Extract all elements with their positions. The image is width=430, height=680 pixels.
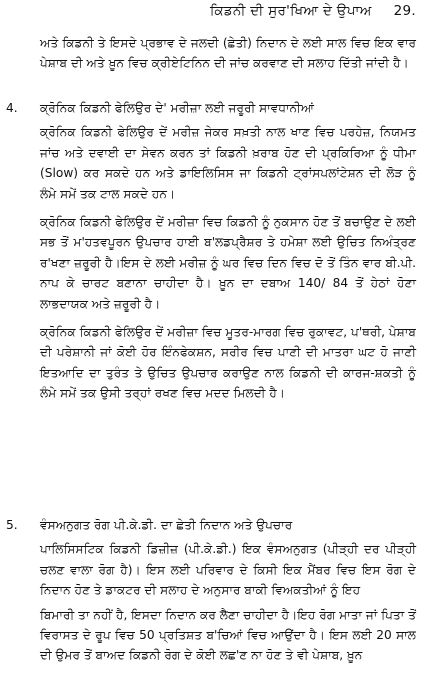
running-header [210, 1, 416, 21]
intro-block [0, 33, 430, 74]
section-4-heading [0, 98, 430, 118]
section-5 [0, 515, 430, 666]
section-4-paragraph-2: ਕ੍ਰੋਨਿਕ ਕਿਡਨੀ ਫੇਲਿਉਰ ਦੇਂ ਮਰੀਜ਼ਾ ਵਿਚ ਕਿਡਨੀ ਨੂੰ ਨੁਕਸਾਨ ਹੋਣ ਤੋਂ ਬਚਾਉਣ ਦੇ ਲਈ ਸਭ ਤੋਂ ਮ'ਹਤਵਪੂਰਨ ਉਪਚਾਰ ਹਾਈ ਬ'ਲਡਪ੍ਰੈਸ਼ਰ ਤੇ ਹਮੇਸ਼ਾ ਲਈ ਉਚਿਤ ਨਿਅੰਤ੍ਰਣ ਰ'ਖਣਾ ਜ਼ਰੂਰੀ ਹੈ।ਇਸ ਦੇ ਲਈ ਮਰੀਜ਼ ਨੂੰ ਘਰ ਵਿਚ ਦਿਨ ਵਿਚ ਦੋ ਤੋਂ ਤਿੰਨ ਵਾਰ ਬੀ.ਪੀ. ਨਾਪ ਕੇ ਚਾਰਟ ਬਣਾਨਾ ਚਾਹੀਦਾ ਹੈ। ਖ਼ੂਨ ਦਾ ਦਬਾਅ 140/ 84 ਤੋਂ ਹੇਠਾਂ ਹੋਣਾ ਲਾਭਦਾਯਕ ਅਤੇ ਜ਼ਰੂਰੀ ਹੈ। [40, 215, 416, 311]
section-4-paragraph-1: ਕ੍ਰੋਨਿਕ ਕਿਡਨੀ ਫੇਲਿਉਰ ਦੇਂ ਮਰੀਜ਼ ਜੇਕਰ ਸਖ਼ਤੀ ਨਾਲ ਖਾਣ ਵਿਚ ਪਰਹੇਜ਼, ਨਿਯਮਤ ਜਾਂਚ ਅਤੇ ਦਵਾਈ ਦਾ ਸੇਵਨ ਕਰਨ ਤਾਂ ਕਿਡਨੀ ਖ਼ਰਾਬ ਹੋਣ ਦੀ ਪ੍ਰਕਿਰਿਆ ਨੂੰ ਧੀਮਾ (Slow) ਕਰ ਸਕਦੇ ਹਨ ਅਤੇ ਡਾਇਲਿਸਿਸ ਜਾ ਕਿਡਨੀ ਟ੍ਰਾਂਸਪਲਾਂਟੇਸ਼ਨ ਦੀ ਲੋੜ ਨੂੰ ਲੰਮੇ ਸਮੇਂ ਤਕ ਟਾਲ ਸਕਦੇ ਹਨ। [40, 125, 416, 201]
section-4-heading-text: ਕ੍ਰੋਨਿਕ ਕਿਡਨੀ ਫੇਲਿਉਰ ਦੇ' ਮਰੀਜ਼ਾ ਲਈ ਜਰੂਰੀ ਸਾਵਧਾਨੀਆਂ [40, 101, 315, 115]
section-5-number: 5. [6, 518, 18, 532]
section-5-paragraph-2: ਬਿਮਾਰੀ ਤਾ ਨਹੀਂ ਹੈ, ਇਸਦਾ ਨਿਦਾਨ ਕਰ ਲੈਣਾ ਚਾਹੀਦਾ ਹੈ।ਇਹ ਰੋਗ ਮਾਤਾ ਜਾਂ ਪਿਤਾ ਤੋਂ ਵਿਰਾਸਤ ਦੇ ਰੂਪ ਵਿਚ 50 ਪ੍ਰਤਿਸ਼ਤ ਬ'ਚਿਆਂ ਵਿਚ ਆਉਂਦਾ ਹੈ। ਇਸ ਲਈ 20 ਸਾਲ ਦੀ ਉਮਰ ਤੋਂ ਬਾਅਦ ਕਿਡਨੀ ਰੋਗ ਦੇ ਕੋਈ ਲਛ'ਣ ਨਾ ਹੋਣ ਤੇ ਵੀ ਪੇਸ਼ਾਬ, ਖ਼ੂਨ [40, 607, 416, 663]
section-4-number: 4. [6, 101, 18, 115]
section-5-paragraph-1: ਪਾਲਿਸਿਸਟਿਕ ਕਿਡਨੀ ਡਿਜ਼ੀਜ਼ (ਪੀ.ਕੇ.ਡੀ.) ਇਕ ਵੰਸਅਨੁਗਤ (ਪੀੜ੍ਹੀ ਦਰ ਪੀੜ੍ਹੀ ਚਲਣ ਵਾਲਾ ਰੋਗ ਹੈ)। ਇਸ ਲਈ ਪਰਿਵਾਰ ਦੇ ਕਿਸੀ ਇਕ ਮੈਂਬਰ ਵਿਚ ਇਸ ਰੋਗ ਦੇ ਨਿਦਾਨ ਹੋਣ ਤੇ ਡਾਕਟਰ ਦੀ ਸਲਾਹ ਦੇ ਅਨੁਸਾਰ ਬਾਕੀ ਵਿਅਕਤੀਆਂ ਨੂੰ ਇਹ [40, 542, 416, 598]
section-5-heading [0, 515, 430, 535]
intro-paragraph: ਅਤੇ ਕਿਡਨੀ ਤੇ ਇਸਦੇ ਪ੍ਰਭਾਵ ਦੇ ਜਲਦੀ (ਛੇਤੀ) ਨਿਦਾਨ ਦੇ ਲਈ ਸਾਲ ਵਿਚ ਇਕ ਵਾਰ ਪੇਸ਼ਾਬ ਦੀ ਅਤੇ ਖ਼ੂਨ ਵਿਚ ਕ੍ਰੀਏਟਿਨਿਨ ਦੀ ਜਾਂਚ ਕਰਵਾਣ ਦੀ ਸਲਾਹ ਦਿੱਤੀ ਜਾਂਦੀ ਹੈ। [40, 36, 416, 71]
section-4-paragraph-3: ਕ੍ਰੋਨਿਕ ਕਿਡਨੀ ਫੇਲਿਉਰ ਦੇਂ ਮਰੀਜ਼ਾ ਵਿਚ ਮੂਤਰ-ਮਾਰਗ ਵਿਚ ਰੁਕਾਵਟ, ਪ'ਥਰੀ, ਪੇਸ਼ਾਬ ਦੀ ਪਰੇਸ਼ਾਨੀ ਜਾਂ ਕੋਈ ਹੋਰ ਇੰਨਫੇਕਸ਼ਨ, ਸਰੀਰ ਵਿਚ ਪਾਣੀ ਦੀ ਮਾਤਰਾ ਘਟ ਹੋ ਜਾਣੀ ਇਤਆਦਿ ਦਾ ਤੁਰੰਤ ਤੇ ਉਚਿਤ ਉਪਚਾਰ ਕਰਾਉਣ ਨਾਲ ਕਿਡਨੀ ਦੀ ਕਾਰਜ-ਸ਼ਕਤੀ ਨੂੰ ਲੰਮੇ ਸਮੇਂ ਤਕ ਉਸੀ ਤਰ੍ਹਾਂ ਰਖਣ ਵਿਚ ਮਦਦ ਮਿਲਦੀ ਹੈ। [40, 325, 416, 401]
page-number: 29. [393, 3, 416, 19]
section-5-heading-text: ਵੰਸਅਨੁਗਤ ਰੋਗ ਪੀ.ਕੇ.ਡੀ. ਦਾ ਛੇਤੀ ਨਿਦਾਨ ਅਤੇ ਉਪਚਾਰ [40, 518, 293, 532]
running-header-title: ਕਿਡਨੀ ਦੀ ਸੁਰ'ਖਿਆ ਦੇ ਉਪਾਅ [209, 3, 372, 19]
section-4 [0, 98, 430, 404]
